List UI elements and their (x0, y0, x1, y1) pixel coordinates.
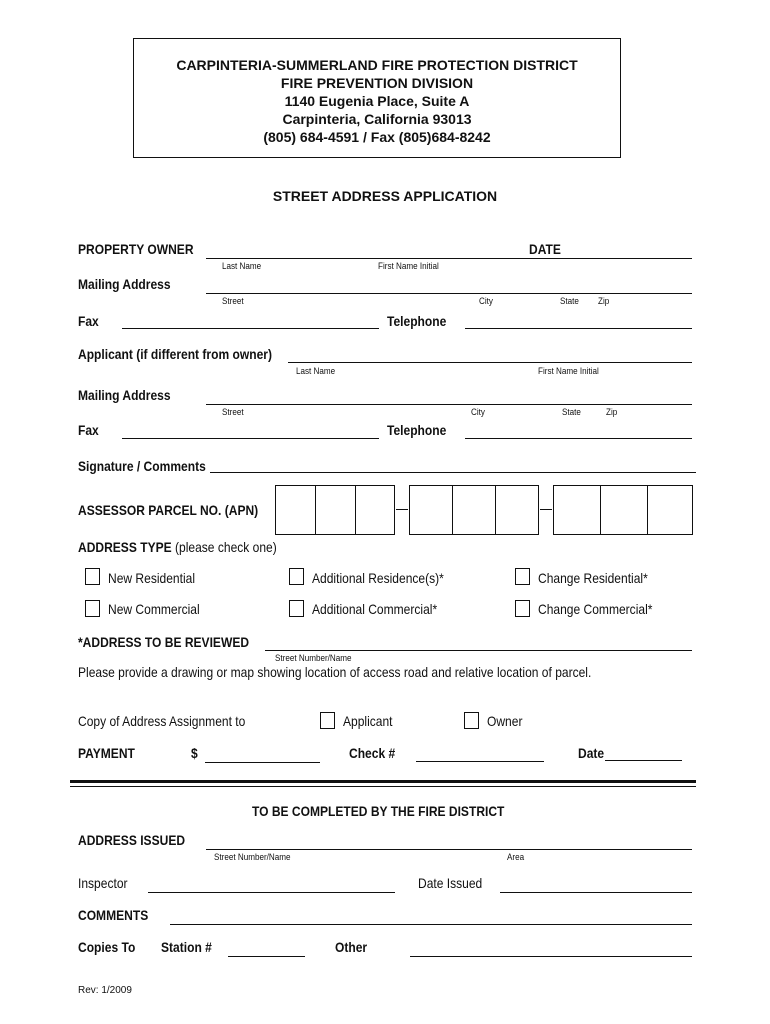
comments-label: COMMENTS (78, 907, 149, 923)
section-divider (70, 780, 696, 783)
apn-label: ASSESSOR PARCEL NO. (APN) (78, 502, 259, 518)
address-review-label: *ADDRESS TO BE REVIEWED (78, 634, 250, 650)
change-residential-label: Change Residential* (538, 570, 648, 586)
signature-line[interactable] (210, 472, 696, 473)
apn-digit-box[interactable] (648, 486, 692, 534)
zip-caption: Zip (598, 296, 610, 306)
new-commercial-checkbox[interactable] (85, 600, 100, 617)
payment-date-line[interactable] (605, 760, 682, 761)
signature-label: Signature / Comments (78, 458, 206, 474)
street-address: 1140 Eugenia Place, Suite A (284, 93, 470, 109)
applicant-label: Applicant (if different from owner) (78, 346, 272, 362)
address-issued-label: ADDRESS ISSUED (78, 832, 186, 848)
apn-group-2[interactable] (409, 485, 539, 535)
applicant-first-name-caption: First Name Initial (538, 366, 599, 376)
division-name: FIRE PREVENTION DIVISION (280, 75, 474, 91)
section-divider-thin (70, 786, 696, 787)
other-line[interactable] (410, 956, 692, 957)
station-line[interactable] (228, 956, 305, 957)
applicant-telephone-line[interactable] (465, 438, 692, 439)
copy-owner-label: Owner (487, 713, 523, 729)
apn-digit-box[interactable] (316, 486, 356, 534)
address-type-title-bold: ADDRESS TYPE (78, 539, 172, 555)
state-caption: State (560, 296, 579, 306)
additional-residence-label: Additional Residence(s)* (312, 570, 444, 586)
applicant-street-caption: Street (222, 407, 244, 417)
district-name: CARPINTERIA-SUMMERLAND FIRE PROTECTION DISTRICT (176, 57, 578, 73)
address-type-title-note: (please check one) (171, 539, 277, 555)
applicant-city-caption: City (471, 407, 485, 417)
apn-digit-box[interactable] (554, 486, 601, 534)
city-caption: City (479, 296, 493, 306)
applicant-telephone-label: Telephone (387, 422, 447, 438)
district-header (133, 38, 621, 158)
first-name-caption: First Name Initial (378, 261, 439, 271)
telephone-line[interactable] (465, 328, 692, 329)
station-label: Station # (161, 939, 212, 955)
additional-commercial-checkbox[interactable] (289, 600, 304, 617)
city-state-zip: Carpinteria, California 93013 (282, 111, 472, 127)
apn-digit-box[interactable] (496, 486, 538, 534)
inspector-label: Inspector (78, 875, 128, 891)
change-commercial-checkbox[interactable] (515, 600, 530, 617)
apn-digit-box[interactable] (356, 486, 394, 534)
copies-to-label: Copies To (78, 939, 136, 955)
applicant-state-caption: State (562, 407, 581, 417)
drawing-note: Please provide a drawing or map showing location of access road and relative location of parcel. (78, 664, 592, 680)
date-issued-label: Date Issued (418, 875, 483, 891)
applicant-last-name-caption: Last Name (296, 366, 336, 376)
form-title: STREET ADDRESS APPLICATION (272, 188, 498, 204)
dollar-sign: $ (191, 745, 198, 761)
payment-date-label: Date (578, 745, 605, 761)
address-review-line[interactable] (265, 650, 692, 651)
apn-digit-box[interactable] (601, 486, 648, 534)
check-number-label: Check # (349, 745, 396, 761)
review-street-caption: Street Number/Name (275, 653, 352, 663)
applicant-line[interactable] (288, 362, 692, 363)
last-name-caption: Last Name (222, 261, 262, 271)
property-owner-label: PROPERTY OWNER (78, 241, 194, 257)
copy-applicant-label: Applicant (343, 713, 393, 729)
applicant-zip-caption: Zip (606, 407, 618, 417)
applicant-fax-label: Fax (78, 422, 99, 438)
district-section-title: TO BE COMPLETED BY THE FIRE DISTRICT (252, 803, 505, 819)
area-caption: Area (507, 852, 525, 862)
payment-amount-line[interactable] (205, 762, 320, 763)
apn-digit-box[interactable] (276, 486, 316, 534)
payment-label: PAYMENT (78, 745, 135, 761)
property-owner-line[interactable] (206, 258, 692, 259)
date-issued-line[interactable] (500, 892, 692, 893)
change-residential-checkbox[interactable] (515, 568, 530, 585)
apn-separator (540, 509, 552, 510)
apn-digit-box[interactable] (453, 486, 496, 534)
additional-residence-checkbox[interactable] (289, 568, 304, 585)
telephone-label: Telephone (387, 313, 447, 329)
copy-assignment-label: Copy of Address Assignment to (78, 713, 246, 729)
fax-label: Fax (78, 313, 99, 329)
date-label: DATE (529, 241, 561, 257)
other-label: Other (335, 939, 368, 955)
copy-owner-checkbox[interactable] (464, 712, 479, 729)
mailing-address-line[interactable] (206, 293, 692, 294)
comments-line[interactable] (170, 924, 692, 925)
apn-separator (396, 509, 408, 510)
new-residential-label: New Residential (108, 570, 196, 586)
copy-applicant-checkbox[interactable] (320, 712, 335, 729)
check-number-line[interactable] (416, 761, 544, 762)
fax-line[interactable] (122, 328, 379, 329)
applicant-fax-line[interactable] (122, 438, 379, 439)
address-type-title (78, 539, 277, 555)
issued-street-caption: Street Number/Name (214, 852, 291, 862)
applicant-mailing-address-line[interactable] (206, 404, 692, 405)
address-issued-line[interactable] (206, 849, 692, 850)
mailing-address-label: Mailing Address (78, 276, 171, 292)
street-caption: Street (222, 296, 244, 306)
revision-note: Rev: 1/2009 (78, 985, 132, 996)
change-commercial-label: Change Commercial* (538, 601, 653, 617)
apn-group-1[interactable] (275, 485, 395, 535)
apn-group-3[interactable] (553, 485, 693, 535)
phone-fax: (805) 684-4591 / Fax (805)684-8242 (263, 129, 491, 145)
new-residential-checkbox[interactable] (85, 568, 100, 585)
apn-digit-box[interactable] (410, 486, 453, 534)
new-commercial-label: New Commercial (108, 601, 200, 617)
additional-commercial-label: Additional Commercial* (312, 601, 438, 617)
applicant-mailing-address-label: Mailing Address (78, 387, 171, 403)
inspector-line[interactable] (148, 892, 395, 893)
